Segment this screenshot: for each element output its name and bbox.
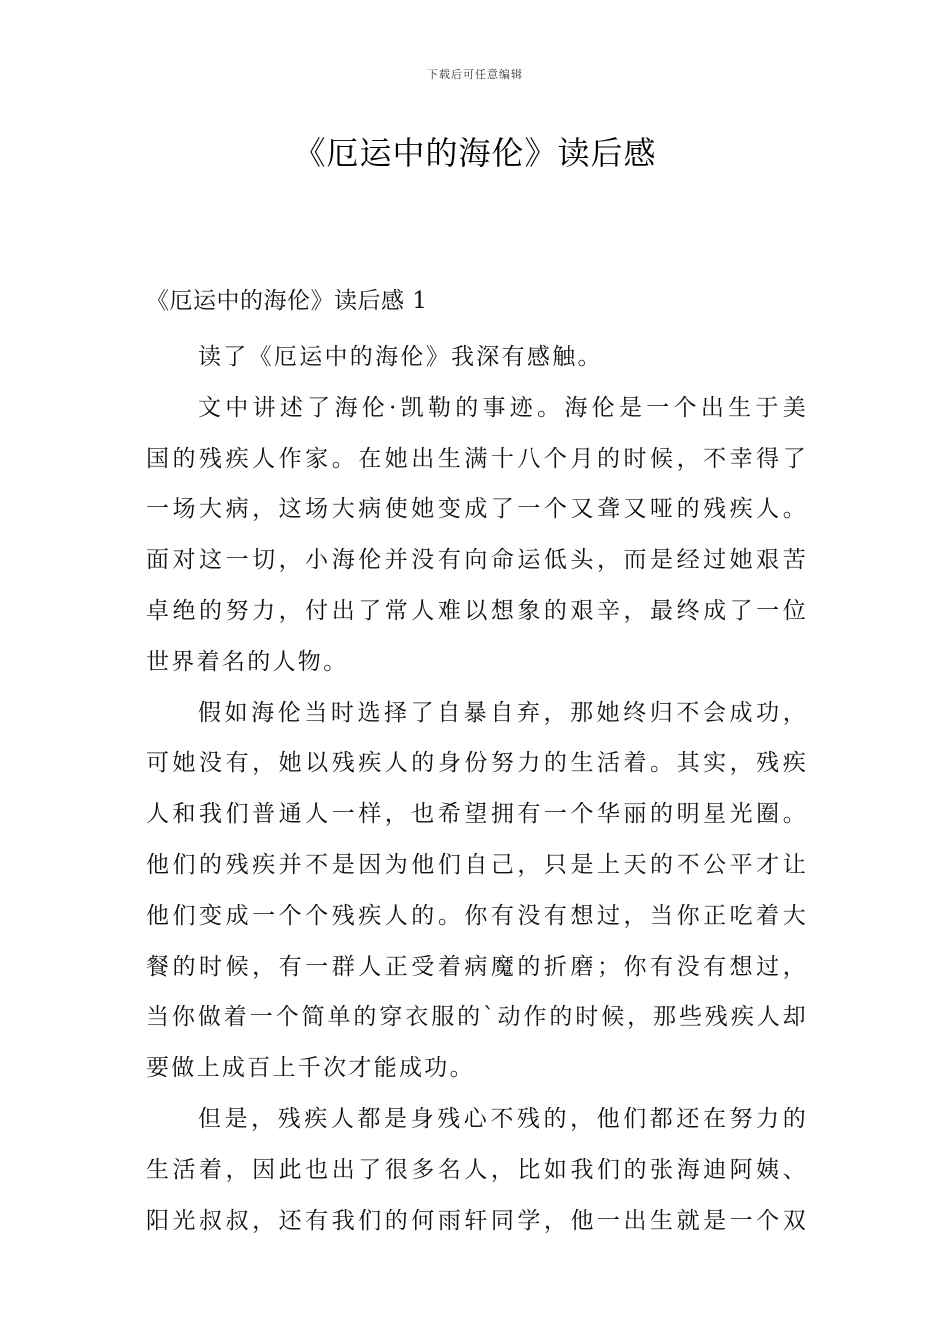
paragraph-line: 文中讲述了海伦·凯勒的事迹。海伦是一个出生于美 bbox=[198, 394, 808, 421]
paragraph-line: 一场大病，这场大病使她变成了一个又聋又哑的残疾人。 bbox=[146, 496, 808, 523]
paragraph-line: 人和我们普通人一样，也希望拥有一个华丽的明星光圈。 bbox=[146, 801, 808, 828]
paragraph-line: 国的残疾人作家。在她出生满十八个月的时候，不幸得了 bbox=[146, 445, 808, 472]
paragraph-line: 阳光叔叔，还有我们的何雨轩同学，他一出生就是一个双 bbox=[146, 1207, 808, 1234]
paragraph-line: 假如海伦当时选择了自暴自弃，那她终归不会成功， bbox=[198, 699, 808, 726]
paragraph-line: 他们变成一个个残疾人的。你有没有想过，当你正吃着大 bbox=[146, 902, 808, 929]
paragraph-line: 生活着，因此也出了很多名人，比如我们的张海迪阿姨、 bbox=[146, 1156, 808, 1183]
document-title: 《厄运中的海伦》读后感 bbox=[293, 134, 657, 172]
paragraph-line: 卓绝的努力，付出了常人难以想象的艰辛，最终成了一位 bbox=[146, 597, 808, 624]
paragraph-line: 可她没有，她以残疾人的身份努力的生活着。其实，残疾 bbox=[146, 750, 808, 777]
paragraph-list bbox=[146, 332, 808, 1246]
paragraph-line: 读了《厄运中的海伦》我深有感触。 bbox=[198, 344, 603, 370]
paragraph-line: 他们的残疾并不是因为他们自己，只是上天的不公平才让 bbox=[146, 851, 808, 878]
header-note: 下载后可任意编辑 bbox=[427, 68, 523, 81]
paragraph-line: 当你做着一个简单的穿衣服的`动作的时候，那些残疾人却 bbox=[146, 1004, 808, 1031]
paragraph-line: 世界着名的人物。 bbox=[146, 648, 349, 675]
paragraph-line: 面对这一切，小海伦并没有向命运低头，而是经过她艰苦 bbox=[146, 547, 808, 574]
document-body bbox=[146, 280, 808, 1246]
paragraph-line: 但是，残疾人都是身残心不残的，他们都还在努力的 bbox=[198, 1105, 808, 1132]
paragraph-line: 餐的时候，有一群人正受着病魔的折磨；你有没有想过， bbox=[146, 953, 808, 980]
section-heading: 《厄运中的海伦》读后感 1 bbox=[146, 288, 428, 314]
paragraph bbox=[146, 1094, 808, 1246]
paragraph-line: 要做上成百上千次才能成功。 bbox=[146, 1055, 475, 1082]
paragraph bbox=[146, 688, 808, 1094]
paragraph bbox=[146, 332, 808, 383]
paragraph bbox=[146, 383, 808, 688]
